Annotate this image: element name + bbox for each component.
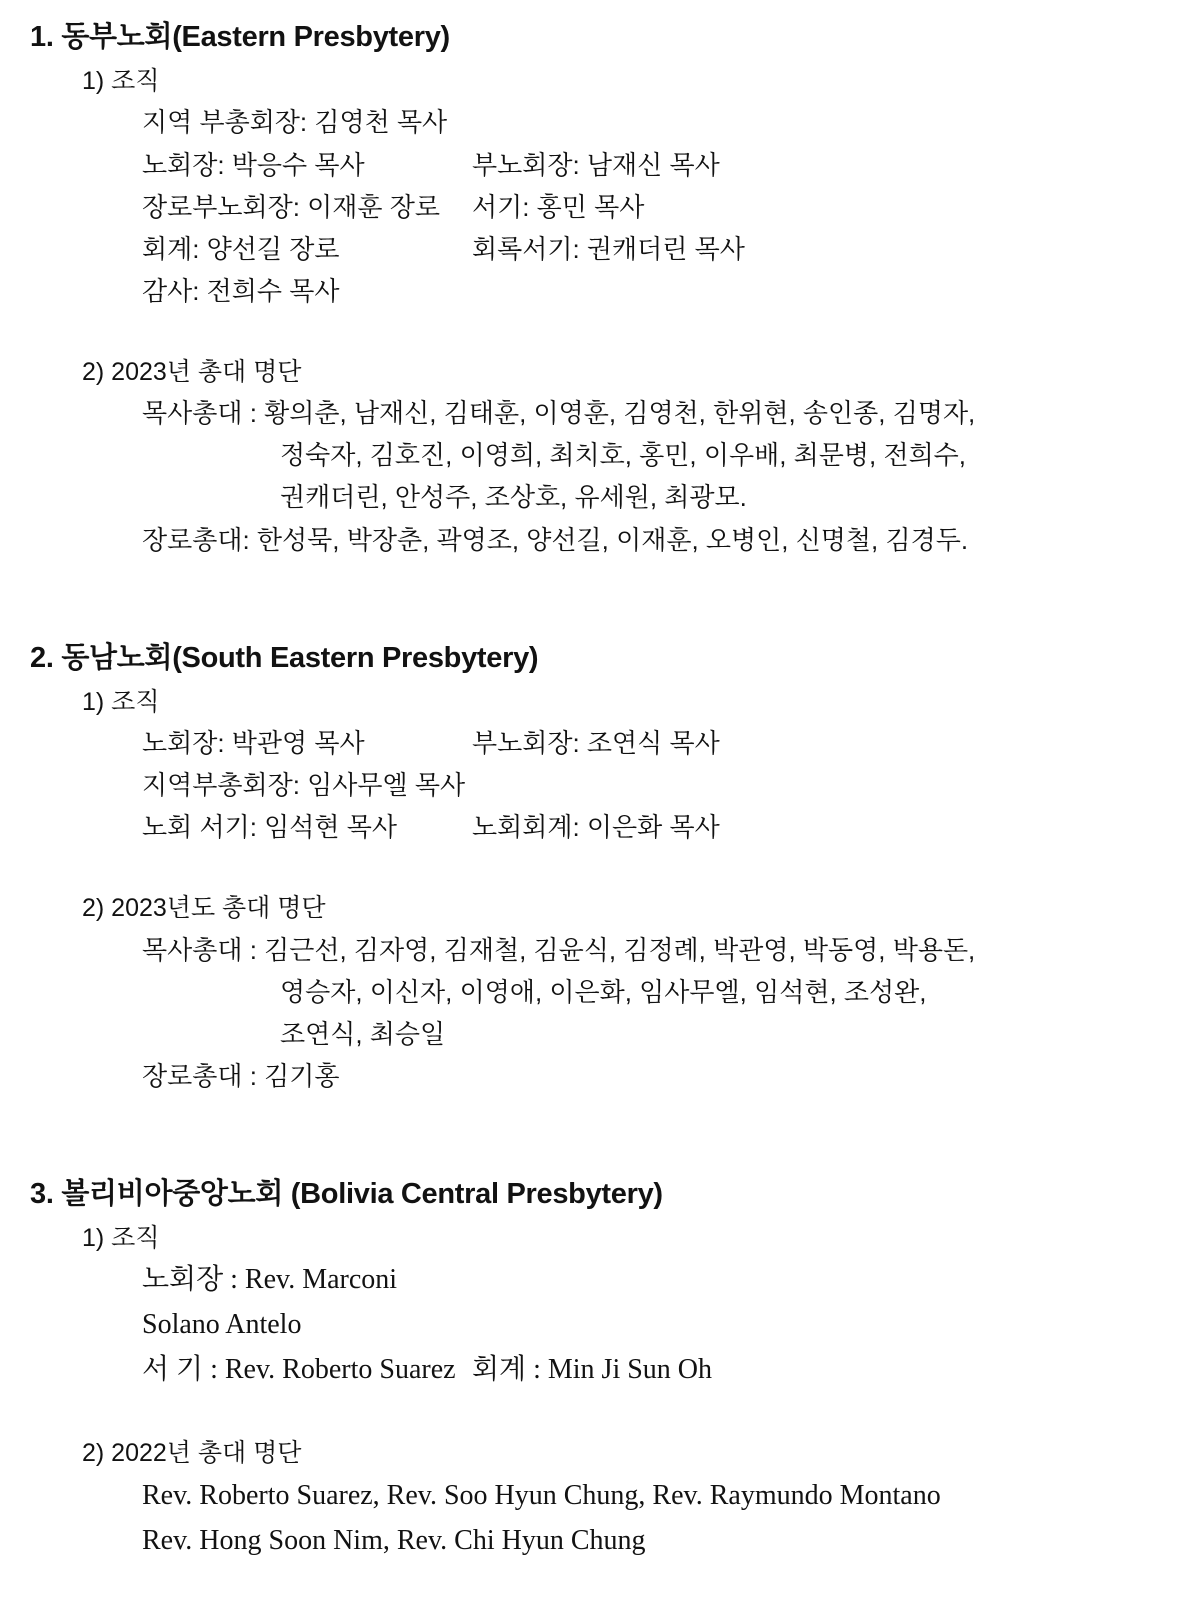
delegates-block: [30, 929, 1173, 1097]
pastor-delegates-row: [142, 392, 1173, 434]
org-row-right: [472, 270, 1173, 312]
org-row: [142, 1258, 1173, 1348]
org-row-right: 회계 : Min Ji Sun Oh: [472, 1354, 713, 1386]
spacer: [30, 1097, 1173, 1175]
delegates-block: [30, 392, 1173, 560]
elder-delegates-label: 장로총대:: [142, 524, 257, 555]
org-row: [142, 1348, 1173, 1393]
org-row-right: 노회회계: 이은화 목사: [472, 812, 720, 843]
org-row-right: 부노회장: 남재신 목사: [472, 149, 720, 180]
org-row-left: 노회장 : Rev. Marconi Solano Antelo: [142, 1264, 398, 1341]
spacer: [30, 1393, 1173, 1435]
pastor-delegates-line: 김근선, 김자영, 김재철, 김윤식, 김정례, 박관영, 박동영, 박용돈,: [264, 934, 976, 965]
org-row-left: 노회장: 박관영 목사: [142, 728, 365, 759]
org-row-left: 지역 부총회장: 김영천 목사: [142, 107, 448, 138]
pastor-delegates-label: 목사총대 :: [142, 934, 265, 965]
org-row-right: [472, 764, 1173, 806]
org-row: [142, 764, 1173, 806]
section-heading: 1. 동부노회(Eastern Presbytery): [30, 21, 450, 53]
org-row: [142, 144, 1173, 186]
pastor-delegates-line: 권캐더린, 안성주, 조상호, 유세원, 최광모.: [280, 482, 747, 513]
org-row: [142, 722, 1173, 764]
org-row-right: 서기: 홍민 목사: [472, 191, 645, 222]
delegates-block: [30, 1473, 1173, 1564]
elder-delegates-line: 김기홍: [264, 1060, 340, 1091]
section-heading: 3. 볼리비아중앙노회 (Bolivia Central Presbytery): [30, 1178, 663, 1211]
org-row: [142, 228, 1173, 270]
org-row: [142, 270, 1173, 312]
org-row-left: 장로부노회장: 이재훈 장로: [142, 191, 440, 222]
section-heading: 2. 동남노회(South Eastern Presbytery): [30, 641, 539, 674]
pastor-delegates-line: 황의춘, 남재신, 김태훈, 이영훈, 김영천, 한위현, 송인종, 김명자,: [264, 398, 976, 429]
delegates-heading: 2) 2022년 총대 명단: [82, 1438, 302, 1467]
pastor-delegates-line: 영승자, 이신자, 이영애, 이은화, 임사무엘, 임석현, 조성완,: [280, 976, 927, 1007]
organization-heading: 1) 조직: [82, 687, 160, 716]
spacer: [30, 312, 1173, 354]
delegate-line: Rev. Roberto Suarez, Rev. Soo Hyun Chung, Rev. Raymundo Montano: [142, 1480, 941, 1512]
elder-delegates-label: 장로총대 :: [142, 1060, 265, 1091]
delegates-heading: 2) 2023년도 총대 명단: [82, 894, 326, 923]
elder-delegates-row: [142, 519, 1173, 561]
org-row-right: [472, 101, 1173, 143]
org-row: [142, 186, 1173, 228]
organization-block: [30, 101, 1173, 312]
org-row-left: 감사: 전희수 목사: [142, 275, 340, 306]
organization-block: [30, 1258, 1173, 1392]
org-row-left: 노회 서기: 임석현 목사: [142, 812, 397, 843]
section-eastern-presbytery: [30, 18, 1173, 561]
organization-heading: 1) 조직: [82, 67, 160, 96]
org-row-left: 회계: 양선길 장로: [142, 233, 340, 264]
pastor-delegates-row: [142, 929, 1173, 971]
pastor-delegates-line: 조연식, 최승일: [280, 1018, 446, 1049]
org-row: [142, 101, 1173, 143]
org-row-right: [472, 1258, 1173, 1348]
section-bolivia-central-presbytery: [30, 1175, 1173, 1564]
delegate-line: Rev. Hong Soon Nim, Rev. Chi Hyun Chung: [142, 1525, 646, 1557]
spacer: [30, 561, 1173, 639]
org-row-left: 서 기 : Rev. Roberto Suarez: [142, 1354, 456, 1386]
pastor-delegates-label: 목사총대 :: [142, 398, 265, 429]
org-row-right: 부노회장: 조연식 목사: [472, 728, 720, 759]
spacer: [30, 848, 1173, 890]
elder-delegates-line: 한성묵, 박장춘, 곽영조, 양선길, 이재훈, 오병인, 신명철, 김경두.: [256, 524, 969, 555]
elder-delegates-row: [142, 1055, 1173, 1097]
org-row: [142, 806, 1173, 848]
pastor-delegates-line: 정숙자, 김호진, 이영희, 최치호, 홍민, 이우배, 최문병, 전희수,: [280, 440, 967, 471]
organization-heading: 1) 조직: [82, 1224, 160, 1253]
org-row-left: 노회장: 박응수 목사: [142, 149, 365, 180]
section-south-eastern-presbytery: [30, 639, 1173, 1097]
org-row-left: 지역부총회장: 임사무엘 목사: [142, 770, 466, 801]
delegates-heading: 2) 2023년 총대 명단: [82, 357, 302, 386]
organization-block: [30, 722, 1173, 848]
org-row-right: 회록서기: 권캐더린 목사: [472, 233, 745, 264]
